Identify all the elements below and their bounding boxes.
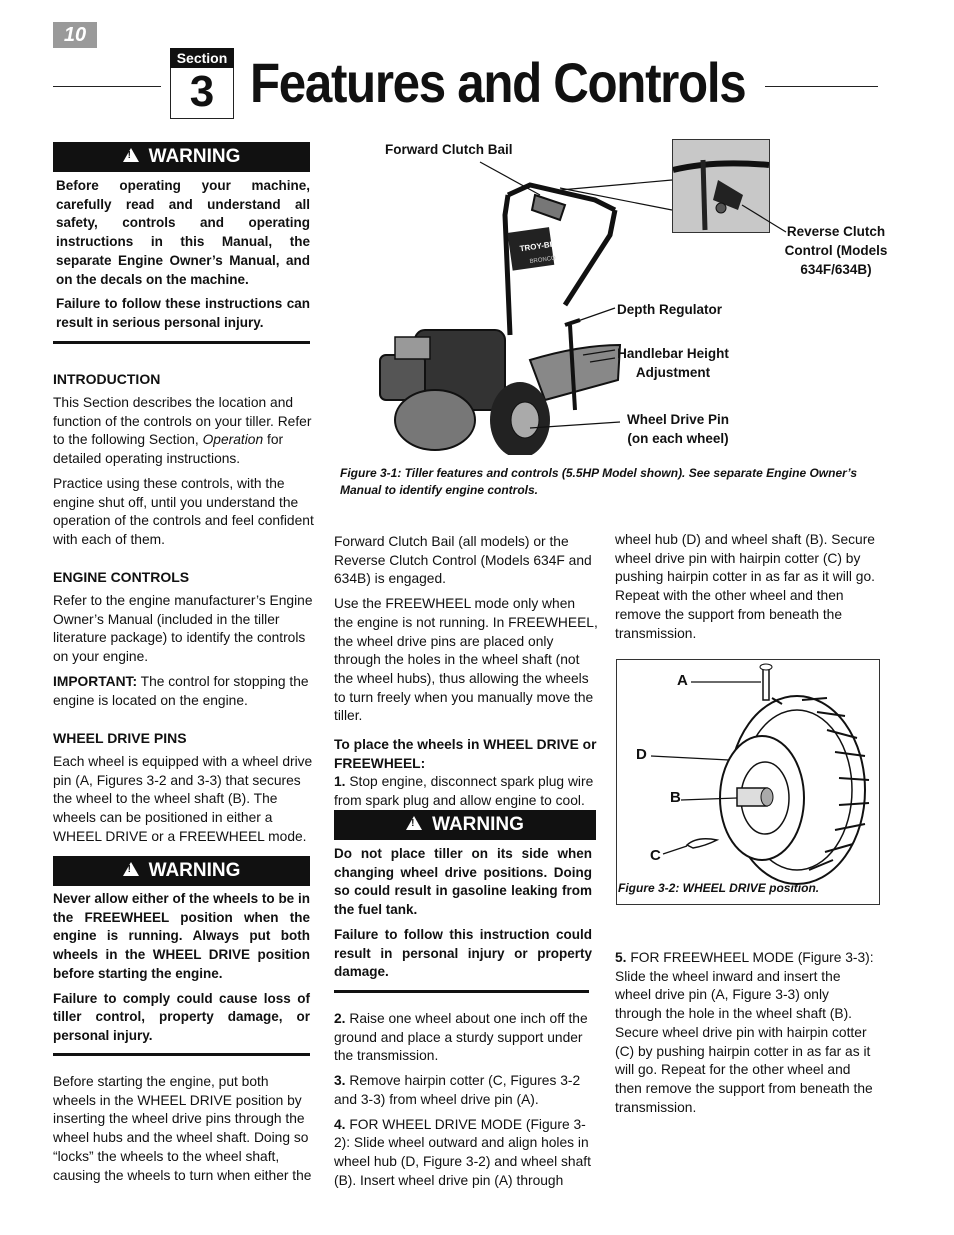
intro-paragraph-2: Practice using these controls, with the engine shut off, until you understand the operation of the controls and feel confident with each of them. <box>53 475 314 547</box>
figure-3-1-caption <box>340 465 900 499</box>
section-number: 3 <box>189 67 215 116</box>
step-4 <box>334 1116 598 1191</box>
warning-paragraph: Failure to follow these instructions can result in serious personal injury. <box>56 296 310 330</box>
middle-column <box>334 533 598 817</box>
label-line: Adjustment <box>635 365 711 380</box>
figure-3-2-box <box>616 659 880 905</box>
label-reverse-clutch <box>780 222 892 279</box>
engine-paragraph-2 <box>53 673 315 710</box>
step-number: 4. <box>334 1116 346 1132</box>
middle-subheading: To place the wheels in WHEEL DRIVE or FREEWHEEL: <box>334 737 597 771</box>
engine-controls-section <box>53 568 315 716</box>
label-depth-regulator: Depth Regulator <box>617 302 723 317</box>
label-line: 634F/634B) <box>800 262 872 277</box>
model-text: BRONCO <box>529 255 557 266</box>
step-number: 2. <box>334 1011 346 1026</box>
warning-rule-3 <box>334 990 589 993</box>
intro-emphasis: Operation <box>202 432 264 448</box>
engine-paragraph-1: Refer to the engine manufacturer’s Engine Owner’s Manual (included in the tiller literature package) to identify the controls on your engine. <box>53 593 313 665</box>
page-number: 10 <box>53 22 97 48</box>
wheel-drive-diagram <box>617 660 879 904</box>
warning-label: WARNING <box>432 814 524 835</box>
label-forward-clutch-bail: Forward Clutch Bail <box>385 142 513 157</box>
warning-paragraph: Never allow either of the wheels to be in the FREEWHEEL position when the engine is running. Always put both wheels in the WHEEL DRIVE position before starting the engine. <box>53 891 310 981</box>
fig2-label-d: D <box>636 746 647 763</box>
warning-triangle-icon <box>123 862 139 876</box>
label-line: Handlebar Height <box>617 346 729 361</box>
engine-controls-heading: ENGINE CONTROLS <box>53 569 190 585</box>
warning-bar-3 <box>334 810 596 840</box>
warning-text-3 <box>334 845 592 988</box>
warning-paragraph: Before operating your machine, carefully read and understand all safety, controls and operating instructions in this Manual, the separate Engine Owner’s Manual, and on the decals on the machine. <box>56 178 310 287</box>
page-title: Features and Controls <box>250 51 746 114</box>
wheel-pins-paragraph: Each wheel is equipped with a wheel drive pin (A, Figures 3-2 and 3-3) that secures the wheel to the wheel shaft (B). The wheels can be positioned in either a WHEEL DRIVE or a FREEWHEEL mode. <box>53 754 313 844</box>
warning-paragraph: Failure to comply could cause loss of tiller control, property damage, or personal injury. <box>53 990 310 1043</box>
step-number: 5. <box>615 950 627 965</box>
step-1 <box>334 773 598 810</box>
label-handlebar-height <box>612 344 734 382</box>
middle-steps <box>334 1010 598 1196</box>
intro-text: This Section describes the location and function of the controls on your tiller. Refer to the following Section, <box>53 395 312 448</box>
step-5 <box>615 949 879 1117</box>
label-wheel-drive-pin <box>620 410 736 448</box>
label-line: Wheel Drive Pin <box>626 412 730 427</box>
middle-paragraph-1: Forward Clutch Bail (all models) or the Reverse Clutch Control (Models 634F and 634B) is engaged. <box>334 534 592 587</box>
label-line: Control (Models <box>784 243 888 258</box>
warning-label: WARNING <box>148 860 241 881</box>
section-tag: Section <box>170 48 234 68</box>
fig2-label-c: C <box>650 847 661 864</box>
step-number: 1. <box>334 774 346 790</box>
step-text: Remove hairpin cotter (C, Figures 3-2 and 3-3) from wheel drive pin (A). <box>334 1073 581 1107</box>
warning-paragraph: Do not place tiller on its side when changing wheel drive positions. Doing so could result in gasoline leaking from the fuel tank. <box>334 846 592 918</box>
label-line: (on each wheel) <box>627 431 729 446</box>
caption-line: Manual to identify engine controls. <box>340 483 539 497</box>
warning-paragraph: Failure to follow this instruction could result in personal injury or property damage. <box>334 926 592 980</box>
step-text: FOR WHEEL DRIVE MODE (Figure 3-2): Slide wheel outward and align holes in wheel hub (D, Figure 3-2) and wheel shaft (B). Insert wheel drive pin (A) through <box>334 1116 591 1188</box>
left-tail-text: Before starting the engine, put both wheels in the WHEEL DRIVE position by inserting the wheel drive pins through the wheel hubs and the wheel shaft. Doing so “locks” the wheels to the wheel shaft, causing the wheels to turn when either the <box>53 1074 312 1183</box>
important-label: IMPORTANT: <box>53 673 138 689</box>
right-paragraph-1: wheel hub (D) and wheel shaft (B). Secure wheel drive pin with hairpin cotter (C) by pushing hairpin cotter in as far as it will go. Repeat with the other wheel and then remove the support from beneath the transmission. <box>615 532 875 641</box>
warning-bar-2 <box>53 856 310 886</box>
caption-line: Figure 3-1: Tiller features and controls (5.5HP Model shown). See separate Engine Owner’s <box>340 466 858 480</box>
warning-text-2 <box>53 890 310 1052</box>
step-text: Stop engine, disconnect spark plug wire from spark plug and allow engine to cool. <box>334 774 594 809</box>
intro-text: for detailed operating instructions. <box>53 432 284 467</box>
step-number: 3. <box>334 1073 346 1089</box>
fig2-label-b: B <box>670 789 681 806</box>
middle-paragraph-2: Use the FREEWHEEL mode only when the engine is not running. In FREEWHEEL, the wheel drive pins are placed only through the holes in the wheel shaft (not the wheel hubs), thus allowing the wheels to turn freely when you manually move the tiller. <box>334 596 598 724</box>
figure-3-2-caption: Figure 3-2: WHEEL DRIVE position. <box>618 881 820 895</box>
engine-text: The control for stopping the engine is located on the engine. <box>53 673 309 708</box>
introduction-heading: INTRODUCTION <box>53 371 161 387</box>
warning-rule-2 <box>53 1053 310 1056</box>
step-3 <box>334 1072 598 1109</box>
label-line: Reverse Clutch <box>786 224 886 239</box>
fig2-label-a: A <box>677 672 688 689</box>
step-text: Raise one wheel about one inch off the ground and place a sturdy support under the transmission. <box>334 1011 588 1064</box>
step-2 <box>334 1010 598 1066</box>
wheel-drive-pins-section <box>53 729 315 853</box>
wheel-drive-pins-heading: WHEEL DRIVE PINS <box>53 730 187 746</box>
warning-triangle-icon <box>406 816 422 830</box>
brand-text: TROY-BILT <box>519 238 562 254</box>
step-text: FOR FREEWHEEL MODE (Figure 3-3): Slide the wheel inward and insert the wheel drive pin (A, Figure 3-3) only through the hole in the wheel shaft (B). Secure wheel drive pin with hairpin cotter (C) by pushing hairpin cotter in as far as it will go. Repeat for the other wheel and then remove the support from beneath the transmission. <box>615 950 874 1115</box>
warning-label: WARNING <box>148 146 241 167</box>
